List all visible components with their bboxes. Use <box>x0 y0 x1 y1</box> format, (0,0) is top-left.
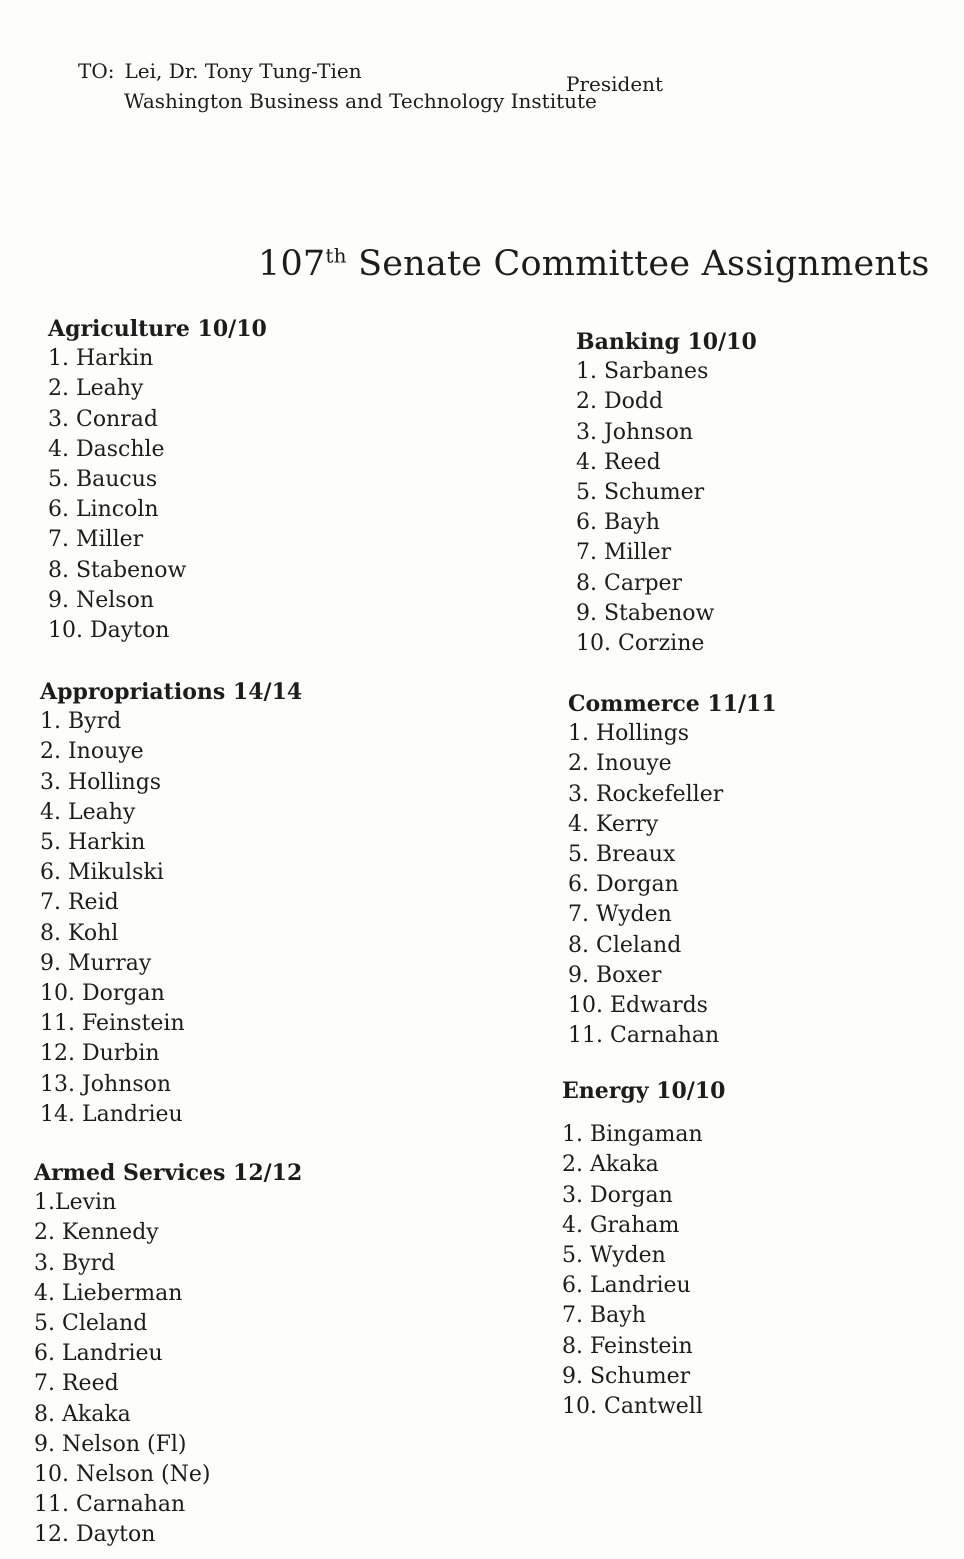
member-list <box>568 719 777 1051</box>
member-item: 12. Dayton <box>34 1522 156 1548</box>
spacer <box>562 1106 725 1120</box>
member-item: 6. Landrieu <box>562 1273 691 1299</box>
member-item: 1. Hollings <box>568 721 690 747</box>
section-banking <box>576 327 757 659</box>
section-armed-services <box>34 1158 302 1551</box>
member-item: 13. Johnson <box>40 1071 172 1097</box>
recipient-line <box>78 56 597 86</box>
memo-header <box>78 56 597 116</box>
member-item: 11. Carnahan <box>34 1492 186 1518</box>
member-item: 7. Reid <box>40 890 119 916</box>
member-item: 3. Rockefeller <box>568 781 724 807</box>
member-item: 3. Johnson <box>576 419 694 445</box>
member-item: 2. Kennedy <box>34 1220 159 1246</box>
section-agriculture <box>48 314 267 646</box>
member-item: 5. Breaux <box>568 842 676 868</box>
member-item: 2. Inouye <box>568 751 672 777</box>
member-item: 5. Schumer <box>576 480 705 506</box>
member-item: 9. Schumer <box>562 1363 691 1389</box>
title-text: Senate Committee Assignments <box>358 244 930 284</box>
member-list <box>34 1188 302 1550</box>
member-item: 7. Miller <box>48 527 144 553</box>
member-item: 8. Feinstein <box>562 1333 693 1359</box>
member-item: 2. Inouye <box>40 739 144 765</box>
member-item: 4. Graham <box>562 1212 680 1238</box>
member-item: 8. Cleland <box>568 932 682 958</box>
member-item: 1. Byrd <box>40 709 122 735</box>
member-item: 3. Byrd <box>34 1250 116 1276</box>
member-item: 8. Stabenow <box>48 557 187 583</box>
member-item: 10. Edwards <box>568 993 708 1019</box>
member-item: 12. Durbin <box>40 1041 160 1067</box>
member-item: 6. Landrieu <box>34 1341 163 1367</box>
section-energy <box>562 1076 725 1422</box>
member-item: 6. Dorgan <box>568 872 679 898</box>
member-item: 6. Mikulski <box>40 860 164 886</box>
member-list <box>40 707 302 1130</box>
member-item: 1. Harkin <box>48 346 154 372</box>
member-list <box>562 1120 725 1422</box>
recipient-name: Lei, Dr. Tony Tung-Tien <box>124 59 362 83</box>
member-item: 9. Boxer <box>568 962 662 988</box>
section-appropriations <box>40 677 302 1130</box>
member-item: 6. Lincoln <box>48 497 159 523</box>
title-number: 107 <box>258 244 326 284</box>
to-label: TO: <box>78 59 115 83</box>
member-item: 7. Bayh <box>562 1303 646 1329</box>
member-item: 10. Dorgan <box>40 981 165 1007</box>
page-title <box>258 244 930 284</box>
member-item: 5. Wyden <box>562 1243 666 1269</box>
member-item: 3. Conrad <box>48 406 158 432</box>
member-item: 10. Dayton <box>48 618 170 644</box>
member-item: 7. Miller <box>576 540 672 566</box>
section-title: Energy 10/10 <box>562 1078 726 1104</box>
member-item: 11. Carnahan <box>568 1023 720 1049</box>
member-item: 5. Cleland <box>34 1311 148 1337</box>
member-item: 8. Carper <box>576 570 683 596</box>
member-item: 3. Dorgan <box>562 1182 673 1208</box>
section-title: Banking 10/10 <box>576 329 757 355</box>
member-item: 10. Corzine <box>576 631 705 657</box>
member-item: 4. Leahy <box>40 799 136 825</box>
member-item: 1. Sarbanes <box>576 359 709 385</box>
recipient-position: President <box>566 72 664 96</box>
member-item: 14. Landrieu <box>40 1101 183 1127</box>
member-list <box>48 344 267 646</box>
member-item: 4. Lieberman <box>34 1280 183 1306</box>
member-item: 3. Hollings <box>40 769 162 795</box>
member-item: 4. Reed <box>576 449 661 475</box>
member-item: 4. Kerry <box>568 811 659 837</box>
member-item: 1. Bingaman <box>562 1122 703 1148</box>
member-item: 6. Bayh <box>576 510 660 536</box>
member-item: 9. Nelson <box>48 587 154 613</box>
member-item: 9. Stabenow <box>576 600 715 626</box>
member-item: 2. Dodd <box>576 389 664 415</box>
section-title: Commerce 11/11 <box>568 691 777 717</box>
member-item: 5. Harkin <box>40 830 146 856</box>
member-item: 9. Murray <box>40 950 152 976</box>
member-item: 8. Akaka <box>34 1401 131 1427</box>
section-title: Armed Services 12/12 <box>34 1160 303 1186</box>
member-item: 5. Baucus <box>48 467 158 493</box>
member-item: 11. Feinstein <box>40 1011 185 1037</box>
member-item: 4. Daschle <box>48 436 165 462</box>
member-item: 1.Levin <box>34 1190 117 1216</box>
member-item: 7. Reed <box>34 1371 119 1397</box>
section-title: Appropriations 14/14 <box>40 679 303 705</box>
member-item: 10. Cantwell <box>562 1394 703 1420</box>
section-commerce <box>568 689 777 1051</box>
member-item: 10. Nelson (Ne) <box>34 1462 211 1488</box>
member-list <box>576 357 757 659</box>
title-suffix: th <box>325 243 347 268</box>
recipient-organization: Washington Business and Technology Institute <box>124 89 597 113</box>
member-item: 8. Kohl <box>40 920 119 946</box>
member-item: 7. Wyden <box>568 902 672 928</box>
member-item: 9. Nelson (Fl) <box>34 1431 187 1457</box>
member-item: 2. Leahy <box>48 376 144 402</box>
section-title: Agriculture 10/10 <box>48 316 267 342</box>
member-item: 2. Akaka <box>562 1152 659 1178</box>
